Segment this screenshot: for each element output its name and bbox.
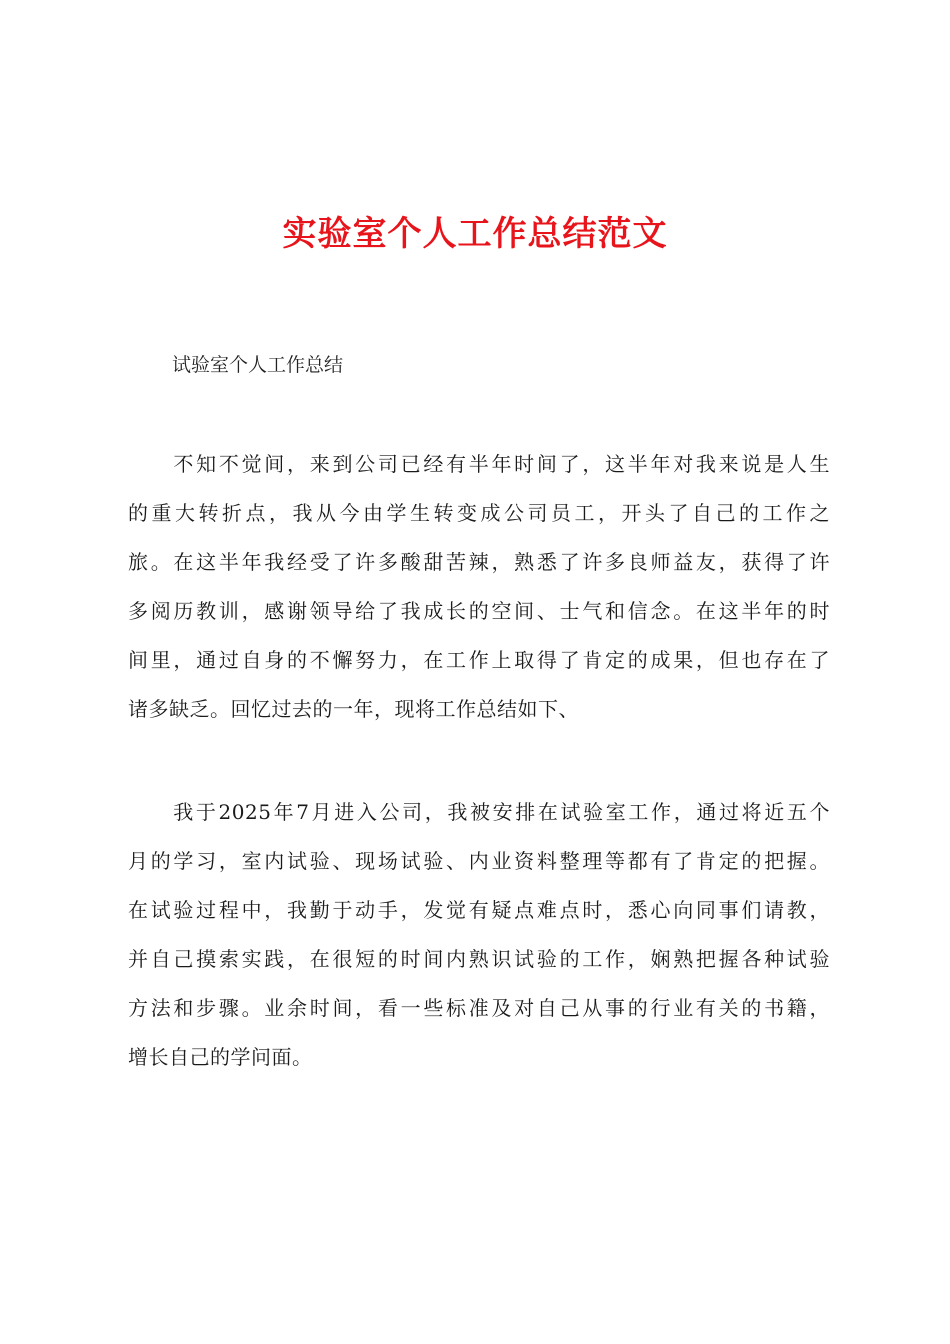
paragraph-line: 我于2025年7月进入公司，我被安排在试验室工作，通过将近五个 bbox=[128, 800, 830, 824]
paragraph-line: 月的学习，室内试验、现场试验、内业资料整理等都有了肯定的把握。 bbox=[128, 849, 830, 873]
paragraph-line: 方法和步骤。业余时间，看一些标准及对自己从事的行业有关的书籍， bbox=[128, 996, 830, 1020]
document-subtitle: 试验室个人工作总结 bbox=[172, 354, 344, 376]
document-title: 实验室个人工作总结范文 bbox=[282, 214, 668, 254]
paragraph-line: 间里，通过自身的不懈努力，在工作上取得了肯定的成果，但也存在了 bbox=[128, 648, 830, 672]
paragraph-line: 在试验过程中，我勤于动手，发觉有疑点难点时，悉心向同事们请教， bbox=[128, 898, 830, 922]
paragraph-line: 旅。在这半年我经受了许多酸甜苦辣，熟悉了许多良师益友，获得了许 bbox=[128, 550, 830, 574]
paragraph-2 bbox=[128, 788, 830, 1082]
paragraph-line: 不知不觉间，来到公司已经有半年时间了，这半年对我来说是人生 bbox=[128, 452, 830, 476]
paragraph-1 bbox=[128, 440, 830, 734]
paragraph-line: 并自己摸索实践，在很短的时间内熟识试验的工作，娴熟把握各种试验 bbox=[128, 947, 830, 971]
paragraph-line: 诸多缺乏。回忆过去的一年，现将工作总结如下、 bbox=[128, 697, 579, 721]
paragraph-line: 多阅历教训，感谢领导给了我成长的空间、士气和信念。在这半年的时 bbox=[128, 599, 830, 623]
paragraph-line: 增长自己的学问面。 bbox=[128, 1045, 313, 1069]
paragraph-line: 的重大转折点，我从今由学生转变成公司员工，开头了自己的工作之 bbox=[128, 501, 830, 525]
